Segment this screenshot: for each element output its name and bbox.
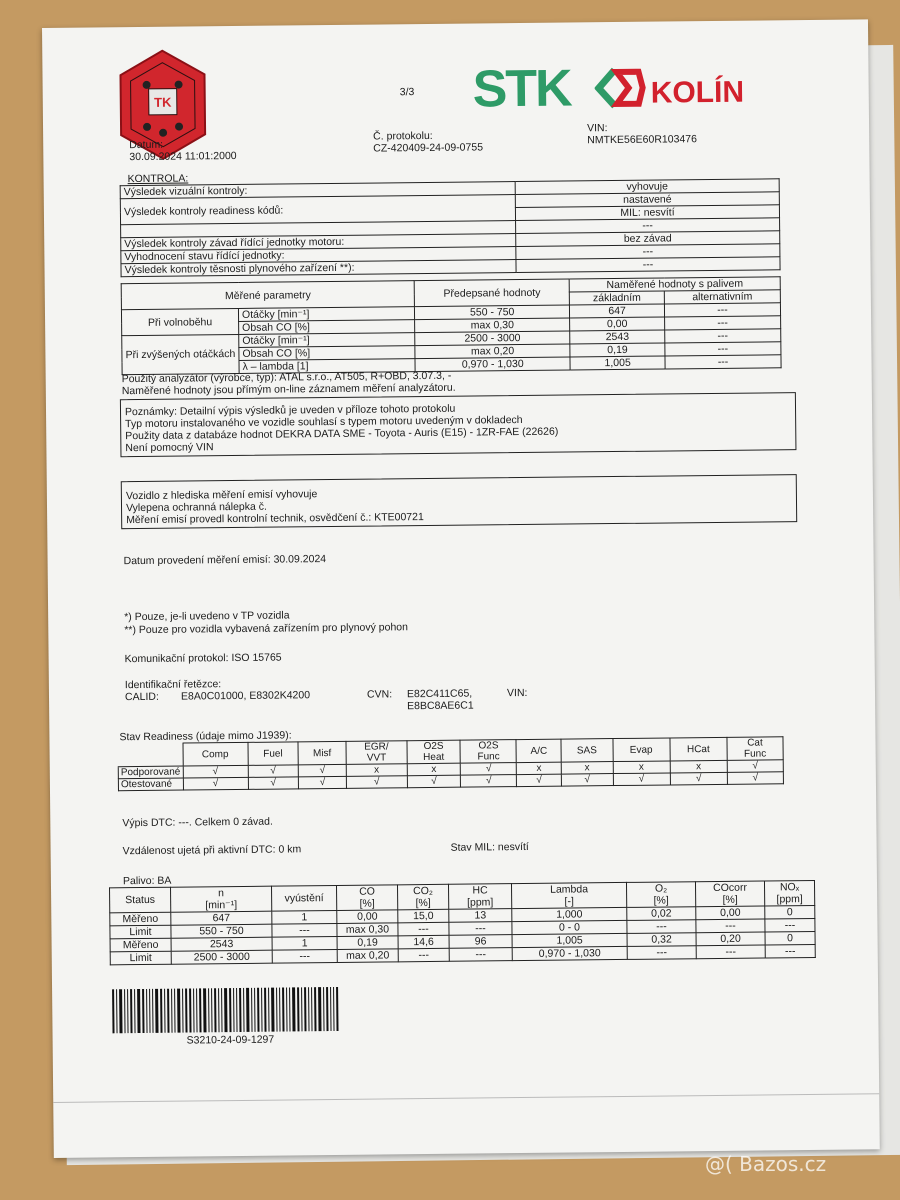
- table-cell: ---: [665, 342, 781, 356]
- comm-protocol: Komunikační protokol: ISO 15765: [124, 651, 282, 666]
- table-cell: Měřeno: [110, 938, 171, 952]
- table-cell: Obsah CO [%]: [239, 346, 415, 361]
- barcode-bar: [311, 987, 312, 1031]
- table-cell: ---: [664, 303, 780, 317]
- table-cell: ---: [665, 329, 781, 343]
- date-label: Datum:: [129, 138, 164, 152]
- table-cell: ---: [516, 218, 780, 234]
- table-cell: λ – lambda [1]: [239, 359, 415, 374]
- table-cell: 0,32: [627, 933, 696, 947]
- table-cell: 13: [449, 909, 512, 923]
- barcode-bar: [333, 987, 334, 1031]
- vin-value: NMTKE56E60R103476: [587, 133, 697, 147]
- table-cell: x: [346, 764, 407, 777]
- table-cell: 0 - 0: [512, 920, 627, 934]
- table-header: Předepsané hodnoty: [414, 279, 569, 307]
- table-cell: vyhovuje: [515, 179, 779, 195]
- barcode-bar: [289, 987, 290, 1031]
- barcode-bar: [297, 987, 299, 1031]
- barcode-bar: [152, 989, 153, 1033]
- table-cell: 647: [570, 304, 665, 318]
- table-header: Comp: [182, 742, 247, 766]
- stk-logo-chevron-icon: [594, 66, 646, 111]
- barcode-bar: [236, 988, 237, 1032]
- table-cell: x: [670, 760, 727, 773]
- table-cell: √: [561, 774, 613, 787]
- barcode-bar: [182, 989, 183, 1033]
- readiness-table: [117, 736, 783, 791]
- result-line: Vozidlo z hlediska měření emisí vyhovuje: [125, 488, 318, 503]
- table-cell: 0,00: [570, 317, 665, 331]
- barcode-bar: [279, 988, 280, 1032]
- table-cell: MIL: nesvítí: [515, 205, 779, 221]
- table-header: Misf: [298, 741, 346, 765]
- barcode-bar: [246, 988, 249, 1032]
- table-cell: Limit: [110, 951, 171, 965]
- barcode-bar: [171, 989, 172, 1033]
- table-cell: Limit: [110, 925, 171, 939]
- table-cell: Otáčky [min⁻¹]: [239, 333, 415, 348]
- table-cell: ---: [627, 920, 696, 934]
- result-line: Měření emisí provedl kontrolní technik, osvědčení č.: KTE00721: [126, 511, 424, 527]
- table-header: CO₂ [%]: [397, 884, 448, 910]
- table-cell: ---: [272, 949, 337, 963]
- table-header: základním: [569, 291, 664, 305]
- table-cell: ---: [449, 922, 512, 936]
- table-cell: 0: [765, 905, 815, 919]
- table-cell: ---: [398, 922, 449, 936]
- table-cell: √: [183, 777, 248, 790]
- table-cell: x: [561, 762, 613, 775]
- barcode-bar: [189, 988, 191, 1032]
- barcode-bar: [177, 989, 180, 1033]
- table-cell: √: [346, 776, 407, 789]
- barcode-bar: [218, 988, 219, 1032]
- stk-logo-city: KOLÍN: [650, 75, 745, 110]
- barcode-bar: [251, 988, 252, 1032]
- barcode-bar: [243, 988, 244, 1032]
- barcode-bar: [318, 987, 321, 1031]
- measurement-table: [109, 880, 816, 965]
- barcode-bar: [146, 989, 147, 1033]
- table-cell: x: [407, 763, 461, 776]
- table-cell: √: [461, 763, 517, 776]
- table-cell: 14,6: [398, 935, 449, 949]
- barcode-bar: [233, 988, 234, 1032]
- barcode-bar: [254, 988, 255, 1032]
- table-header: COcorr [%]: [695, 881, 764, 907]
- table-cell: ---: [272, 923, 337, 937]
- table-cell: ---: [449, 948, 512, 962]
- barcode-bar: [160, 989, 162, 1033]
- barcode-bar: [167, 989, 169, 1033]
- barcode-bar: [308, 987, 309, 1031]
- table-cell: ---: [516, 257, 780, 273]
- table-header: A/C: [516, 739, 561, 762]
- barcode-bar: [124, 989, 125, 1033]
- page-number: 3/3: [399, 86, 415, 99]
- barcode-bar: [155, 989, 158, 1033]
- barcode-bar: [239, 988, 241, 1032]
- date-value: 30.09.2024 11:01:2000: [129, 149, 237, 164]
- table-cell: √: [670, 772, 727, 785]
- note-line: Není pomocný VIN: [125, 441, 214, 455]
- table-header: Naměřené hodnoty s palivem: [569, 277, 780, 292]
- ident-vin-label: VIN:: [506, 686, 528, 700]
- barcode-bar: [276, 988, 277, 1032]
- table-cell: bez závad: [516, 231, 780, 247]
- table-cell: max 0,20: [415, 344, 570, 359]
- footnote: *) Pouze, je-li uvedeno v TP vozidla: [124, 609, 290, 624]
- table-cell: max 0,30: [337, 923, 398, 937]
- table-header: O2S Heat: [407, 740, 461, 764]
- stk-logo-text: STK: [472, 59, 571, 119]
- table-cell: ---: [696, 945, 765, 959]
- protocol-value: CZ-420409-24-09-0755: [373, 141, 484, 155]
- table-cell: √: [407, 775, 461, 788]
- barcode-image: [112, 987, 374, 1034]
- table-cell: x: [613, 761, 670, 774]
- barcode-bar: [301, 987, 302, 1031]
- table-cell: 1,005: [570, 356, 665, 370]
- barcode-bar: [203, 988, 206, 1032]
- calid-value: E8A0C01000, E8302K4200: [180, 689, 311, 703]
- barcode-bar: [336, 987, 338, 1031]
- table-cell: √: [613, 773, 670, 786]
- barcode-bar: [257, 988, 259, 1032]
- emission-protocol-page: [42, 19, 880, 1158]
- barcode-bar: [130, 989, 132, 1033]
- fuel-text: Palivo: BA: [122, 874, 172, 888]
- table-cell: 96: [449, 935, 512, 949]
- bazos-watermark: @( Bazos.cz: [705, 1152, 827, 1176]
- table-cell: 1,005: [512, 933, 627, 947]
- table-cell: ---: [696, 919, 765, 933]
- barcode-bar: [330, 987, 331, 1031]
- table-cell: ---: [765, 918, 815, 932]
- barcode-bar: [304, 987, 306, 1031]
- barcode-bar: [164, 989, 165, 1033]
- table-cell: Při volnoběhu: [121, 308, 238, 335]
- table-cell: Obsah CO [%]: [239, 320, 415, 335]
- cvn-value: E8BC8AE6C1: [407, 699, 474, 713]
- barcode-bar: [149, 989, 150, 1033]
- table-cell: √: [727, 760, 783, 773]
- table-cell: ---: [765, 944, 815, 958]
- note-line: Typ motoru instalovaného ve vozidle souhlasí s typem motoru uvedeným v dokladech: [125, 413, 523, 431]
- table-header: Evap: [612, 738, 669, 762]
- table-header: Lambda [-]: [511, 882, 626, 908]
- table-cell: Vyhodnocení stavu řídící jednotky:: [121, 247, 516, 264]
- barcode-bar: [224, 988, 227, 1032]
- table-header: EGR/ VVT: [346, 741, 407, 765]
- table-cell: Výsledek kontroly závad řídící jednotky motoru:: [121, 234, 516, 251]
- table-header: CO [%]: [336, 885, 397, 911]
- table-header: HCat: [670, 737, 727, 761]
- table-corner: [118, 743, 183, 767]
- result-box: [121, 474, 797, 529]
- analyzer-note: Naměřené hodnoty jsou přímým on-line záznamem měření analyzátoru.: [121, 381, 456, 398]
- barcode-bar: [142, 989, 144, 1033]
- table-header: Měřené parametry: [121, 281, 414, 310]
- table-cell: ---: [665, 316, 781, 330]
- table-cell: √: [183, 765, 248, 778]
- table-cell: ---: [398, 948, 449, 962]
- table-cell: 2500 - 3000: [415, 331, 570, 346]
- barcode-bar: [116, 989, 117, 1033]
- table-cell: 0,20: [696, 932, 765, 946]
- table-header: HC [ppm]: [448, 884, 511, 910]
- page-divider: [53, 1093, 879, 1103]
- table-cell: √: [298, 764, 346, 777]
- table-cell: nastavené: [515, 192, 779, 208]
- table-cell: max 0,30: [415, 318, 570, 333]
- table-header: NOₓ [ppm]: [764, 880, 814, 906]
- table-cell: max 0,20: [337, 949, 398, 963]
- table-cell: ---: [627, 946, 696, 960]
- table-header: Status: [110, 887, 171, 913]
- cvn-value: E82C411C65,: [406, 687, 473, 701]
- table-cell: 0,00: [337, 910, 398, 924]
- table-cell: 1: [272, 910, 337, 924]
- barcode-text: S3210-24-09-1297: [186, 1033, 275, 1047]
- barcode-bar: [193, 988, 194, 1032]
- table-header: alternativním: [664, 290, 780, 304]
- barcode-bar: [221, 988, 222, 1032]
- table-cell: 1,000: [512, 907, 627, 921]
- barcode-bar: [137, 989, 140, 1033]
- barcode-bar: [314, 987, 316, 1031]
- table-cell: Otáčky [min⁻¹]: [238, 307, 414, 322]
- distance-text: Vzdálenost ujetá při aktivní DTC: 0 km: [122, 843, 302, 858]
- barcode-bar: [196, 988, 197, 1032]
- barcode-bar: [208, 988, 209, 1032]
- parameters-table: [121, 276, 782, 375]
- barcode-bar: [127, 989, 128, 1033]
- vin-label: VIN:: [587, 122, 608, 135]
- notes-box: [120, 392, 797, 457]
- barcode-bar: [292, 987, 295, 1031]
- table-cell: Podporované: [118, 766, 183, 779]
- note-line: Poznámky: Detailní výpis výsledků je uveden v příloze tohoto protokolu: [124, 402, 456, 419]
- table-cell: 0: [765, 931, 815, 945]
- table-header: n [min⁻¹]: [171, 886, 272, 912]
- table-cell: ---: [516, 244, 780, 260]
- table-cell: 647: [171, 911, 272, 925]
- table-cell: Otestované: [118, 778, 183, 791]
- cvn-label: CVN:: [366, 688, 393, 701]
- table-cell: 15,0: [398, 909, 449, 923]
- protocol-label: Č. protokolu:: [373, 129, 433, 143]
- barcode-bar: [268, 988, 269, 1032]
- barcode-bar: [119, 989, 122, 1033]
- barcode-bar: [185, 989, 187, 1033]
- barcode-bar: [271, 988, 274, 1032]
- stamp-text: TK: [154, 94, 172, 110]
- footnote: **) Pouze pro vozidla vybavená zařízením pro plynový pohon: [124, 621, 409, 637]
- table-cell: Výsledek kontroly těsnosti plynového zařízení **):: [121, 260, 516, 277]
- kontrola-table: [120, 178, 781, 277]
- table-cell: 550 - 750: [415, 305, 570, 320]
- calid-label: CALID:: [124, 690, 159, 704]
- analyzer-line: Použitý analyzátor (výrobce, typ): ATAL s.r.o., AT505, R+OBD, 3.07.3, -: [121, 369, 452, 386]
- table-cell: √: [248, 765, 298, 778]
- table-cell: 550 - 750: [171, 924, 272, 938]
- table-cell: 0,00: [696, 906, 765, 920]
- table-cell: 0,02: [627, 907, 696, 921]
- result-line: Vylepena ochranná nálepka č.: [125, 500, 267, 515]
- table-cell: 0,970 - 1,030: [512, 946, 627, 960]
- table-cell: √: [727, 772, 783, 785]
- table-cell: Výsledek kontroly readiness kódů:: [120, 195, 515, 225]
- measure-date: Datum provedení měření emisí: 30.09.2024: [123, 553, 327, 568]
- table-cell: Při zvýšených otáčkách: [122, 334, 239, 374]
- barcode-bar: [211, 988, 212, 1032]
- table-cell: 0,970 - 1,030: [415, 357, 570, 372]
- table-cell: Výsledek vizuální kontroly:: [120, 182, 515, 199]
- table-cell: 1: [272, 936, 337, 950]
- barcode-bar: [282, 988, 284, 1032]
- table-header: Fuel: [248, 742, 299, 766]
- kontrola-title: KONTROLA:: [127, 172, 189, 186]
- barcode-bar: [326, 987, 328, 1031]
- barcode-bar: [264, 988, 266, 1032]
- table-cell: x: [517, 762, 562, 774]
- table-header: vyústění: [271, 885, 336, 911]
- table-cell: √: [517, 774, 562, 786]
- table-cell: 0,19: [570, 343, 665, 357]
- table-cell: √: [298, 776, 346, 789]
- barcode-bar: [214, 988, 216, 1032]
- readiness-title: Stav Readiness (údaje mimo J1939):: [119, 729, 292, 744]
- ident-title: Identifikační řetězce:: [124, 678, 222, 692]
- table-cell: 0,19: [337, 936, 398, 950]
- barcode-bar: [323, 987, 324, 1031]
- table-cell: 2543: [570, 330, 665, 344]
- table-cell: 2500 - 3000: [171, 950, 272, 964]
- barcode-bar: [112, 989, 114, 1033]
- table-header: SAS: [561, 739, 613, 763]
- barcode-bar: [286, 987, 287, 1031]
- table-cell: Měřeno: [110, 912, 171, 926]
- barcode-bar: [199, 988, 201, 1032]
- barcode-bar: [229, 988, 231, 1032]
- dtc-text: Výpis DTC: ---. Celkem 0 závad.: [122, 815, 273, 830]
- table-header: Cat Func: [727, 737, 783, 761]
- table-cell: 2543: [171, 937, 272, 951]
- barcode-bar: [261, 988, 262, 1032]
- note-line: Použity data z databáze hodnot DEKRA DATA SME - Toyota - Auris (E15) - 1ZR-FAE (22626): [125, 425, 559, 443]
- barcode-bar: [174, 989, 175, 1033]
- table-header: O₂ [%]: [626, 882, 695, 908]
- table-header: O2S Func: [460, 740, 516, 764]
- barcode-bar: [134, 989, 135, 1033]
- table-cell: √: [248, 777, 298, 790]
- table-cell: √: [461, 775, 517, 788]
- table-cell: ---: [665, 355, 781, 369]
- mil-state: Stav MIL: nesvítí: [450, 840, 529, 854]
